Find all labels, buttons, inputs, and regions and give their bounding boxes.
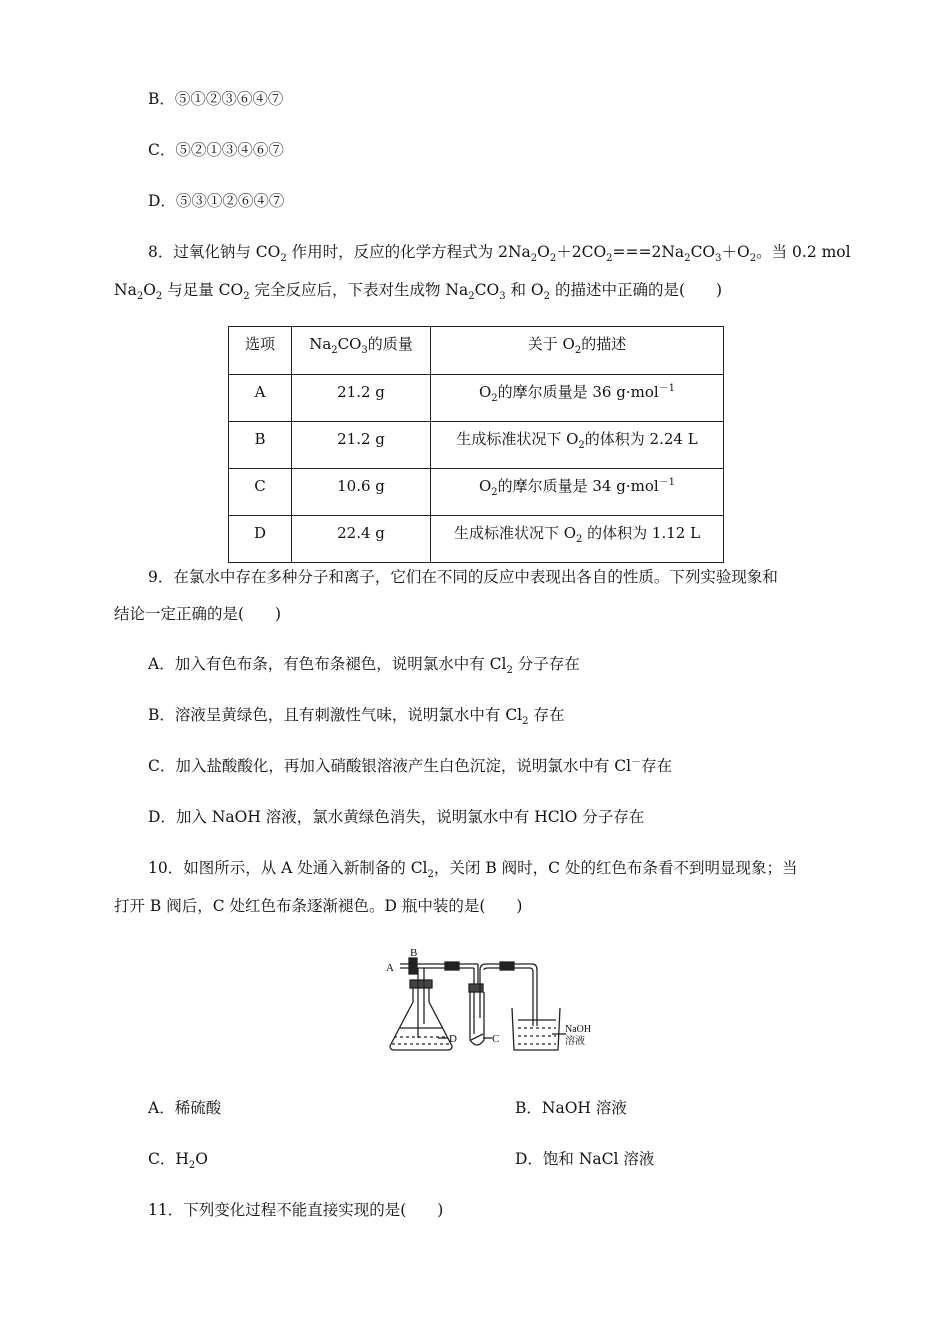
q8-stem-line2: $Na_2O_2$ 与足量 $CO_2$ 完全反应后，下表对生成物 $Na_2CO_3$ 和 $O_2$ 的描述中正确的是( ): [114, 281, 723, 303]
q9-option-a: A．加入有色布条，有色布条褪色，说明氯水中有 $Cl_2$ 分子存在: [148, 655, 580, 677]
label-a: A: [386, 962, 394, 974]
q9-option-b: B．溶液呈黄绿色，且有刺激性气味，说明氯水中有 $Cl_2$ 存在: [148, 706, 565, 728]
label-d: D: [449, 1033, 457, 1045]
q7-option-b: B．⑤①②③⑥④⑦: [148, 90, 284, 108]
row-description: 生成标准状况下 $O_2$的体积为 2.24 L: [431, 422, 724, 469]
label-naoh: NaOH: [565, 1024, 592, 1035]
row-description: 生成标准状况下 $O_2$ 的体积为 1.12 L: [431, 516, 724, 563]
apparatus-diagram: [382, 946, 612, 1058]
row-mass: 21.2 g: [292, 422, 431, 469]
table-row: [229, 375, 724, 422]
label-c: C: [492, 1033, 500, 1045]
q10-option-c: C．$H_2O$: [148, 1150, 208, 1172]
q8-options-table: [228, 326, 724, 563]
row-description: $O_2$的摩尔质量是 36 g·mol$^{-1}$: [431, 375, 724, 422]
q9-stem-line1: 9．在氯水中存在多种分子和离子，它们在不同的反应中表现出各自的性质。下列实验现象和: [148, 568, 778, 586]
q10-option-a: A．稀硫酸: [148, 1099, 222, 1117]
q10-stem-line1: 10．如图所示，从 A 处通入新制备的 $Cl_2$，关闭 B 阀时，C 处的红色布条看不到明显现象；当: [148, 859, 798, 881]
q10-option-b: B．NaOH 溶液: [515, 1099, 627, 1117]
table-row: [229, 469, 724, 516]
row-option: D: [229, 516, 292, 563]
row-mass: 22.4 g: [292, 516, 431, 563]
label-b: B: [410, 947, 418, 959]
row-option: A: [229, 375, 292, 422]
table-row: [229, 422, 724, 469]
q9-stem-line2: 结论一定正确的是( ): [114, 605, 282, 623]
header-description: 关于 $O_2$的描述: [431, 327, 724, 375]
header-mass: $Na_2CO_3$的质量: [292, 327, 431, 375]
row-description: $O_2$的摩尔质量是 34 g·mol$^{-1}$: [431, 469, 724, 516]
row-option: B: [229, 422, 292, 469]
q10-option-d: D．饱和 NaCl 溶液: [515, 1150, 655, 1168]
row-option: C: [229, 469, 292, 516]
table-row: [229, 516, 724, 563]
valve-b: [409, 958, 417, 974]
q7-option-c: C．⑤②①③④⑥⑦: [148, 141, 284, 159]
table-header-row: [229, 327, 724, 375]
q10-stem-line2: 打开 B 阀后，C 处红色布条逐渐褪色。D 瓶中装的是( ): [114, 897, 523, 915]
row-mass: 10.6 g: [292, 469, 431, 516]
q7-option-d: D．⑤③①②⑥④⑦: [148, 192, 285, 210]
header-option: 选项: [229, 327, 292, 375]
q8-stem-line1: 8．过氧化钠与 $CO_2$ 作用时，反应的化学方程式为 $2Na_2O_2+2CO_2===2Na_2CO_3+O_2$。当 0.2 mol: [148, 243, 851, 265]
label-solution: 溶液: [565, 1036, 585, 1047]
q9-option-d: D．加入 NaOH 溶液，氯水黄绿色消失，说明氯水中有 HClO 分子存在: [148, 808, 645, 826]
row-mass: 21.2 g: [292, 375, 431, 422]
q9-option-c: C．加入盐酸酸化，再加入硝酸银溶液产生白色沉淀，说明氯水中有 Cl－存在: [148, 756, 673, 775]
q11-stem: 11．下列变化过程不能直接实现的是( ): [148, 1201, 444, 1219]
